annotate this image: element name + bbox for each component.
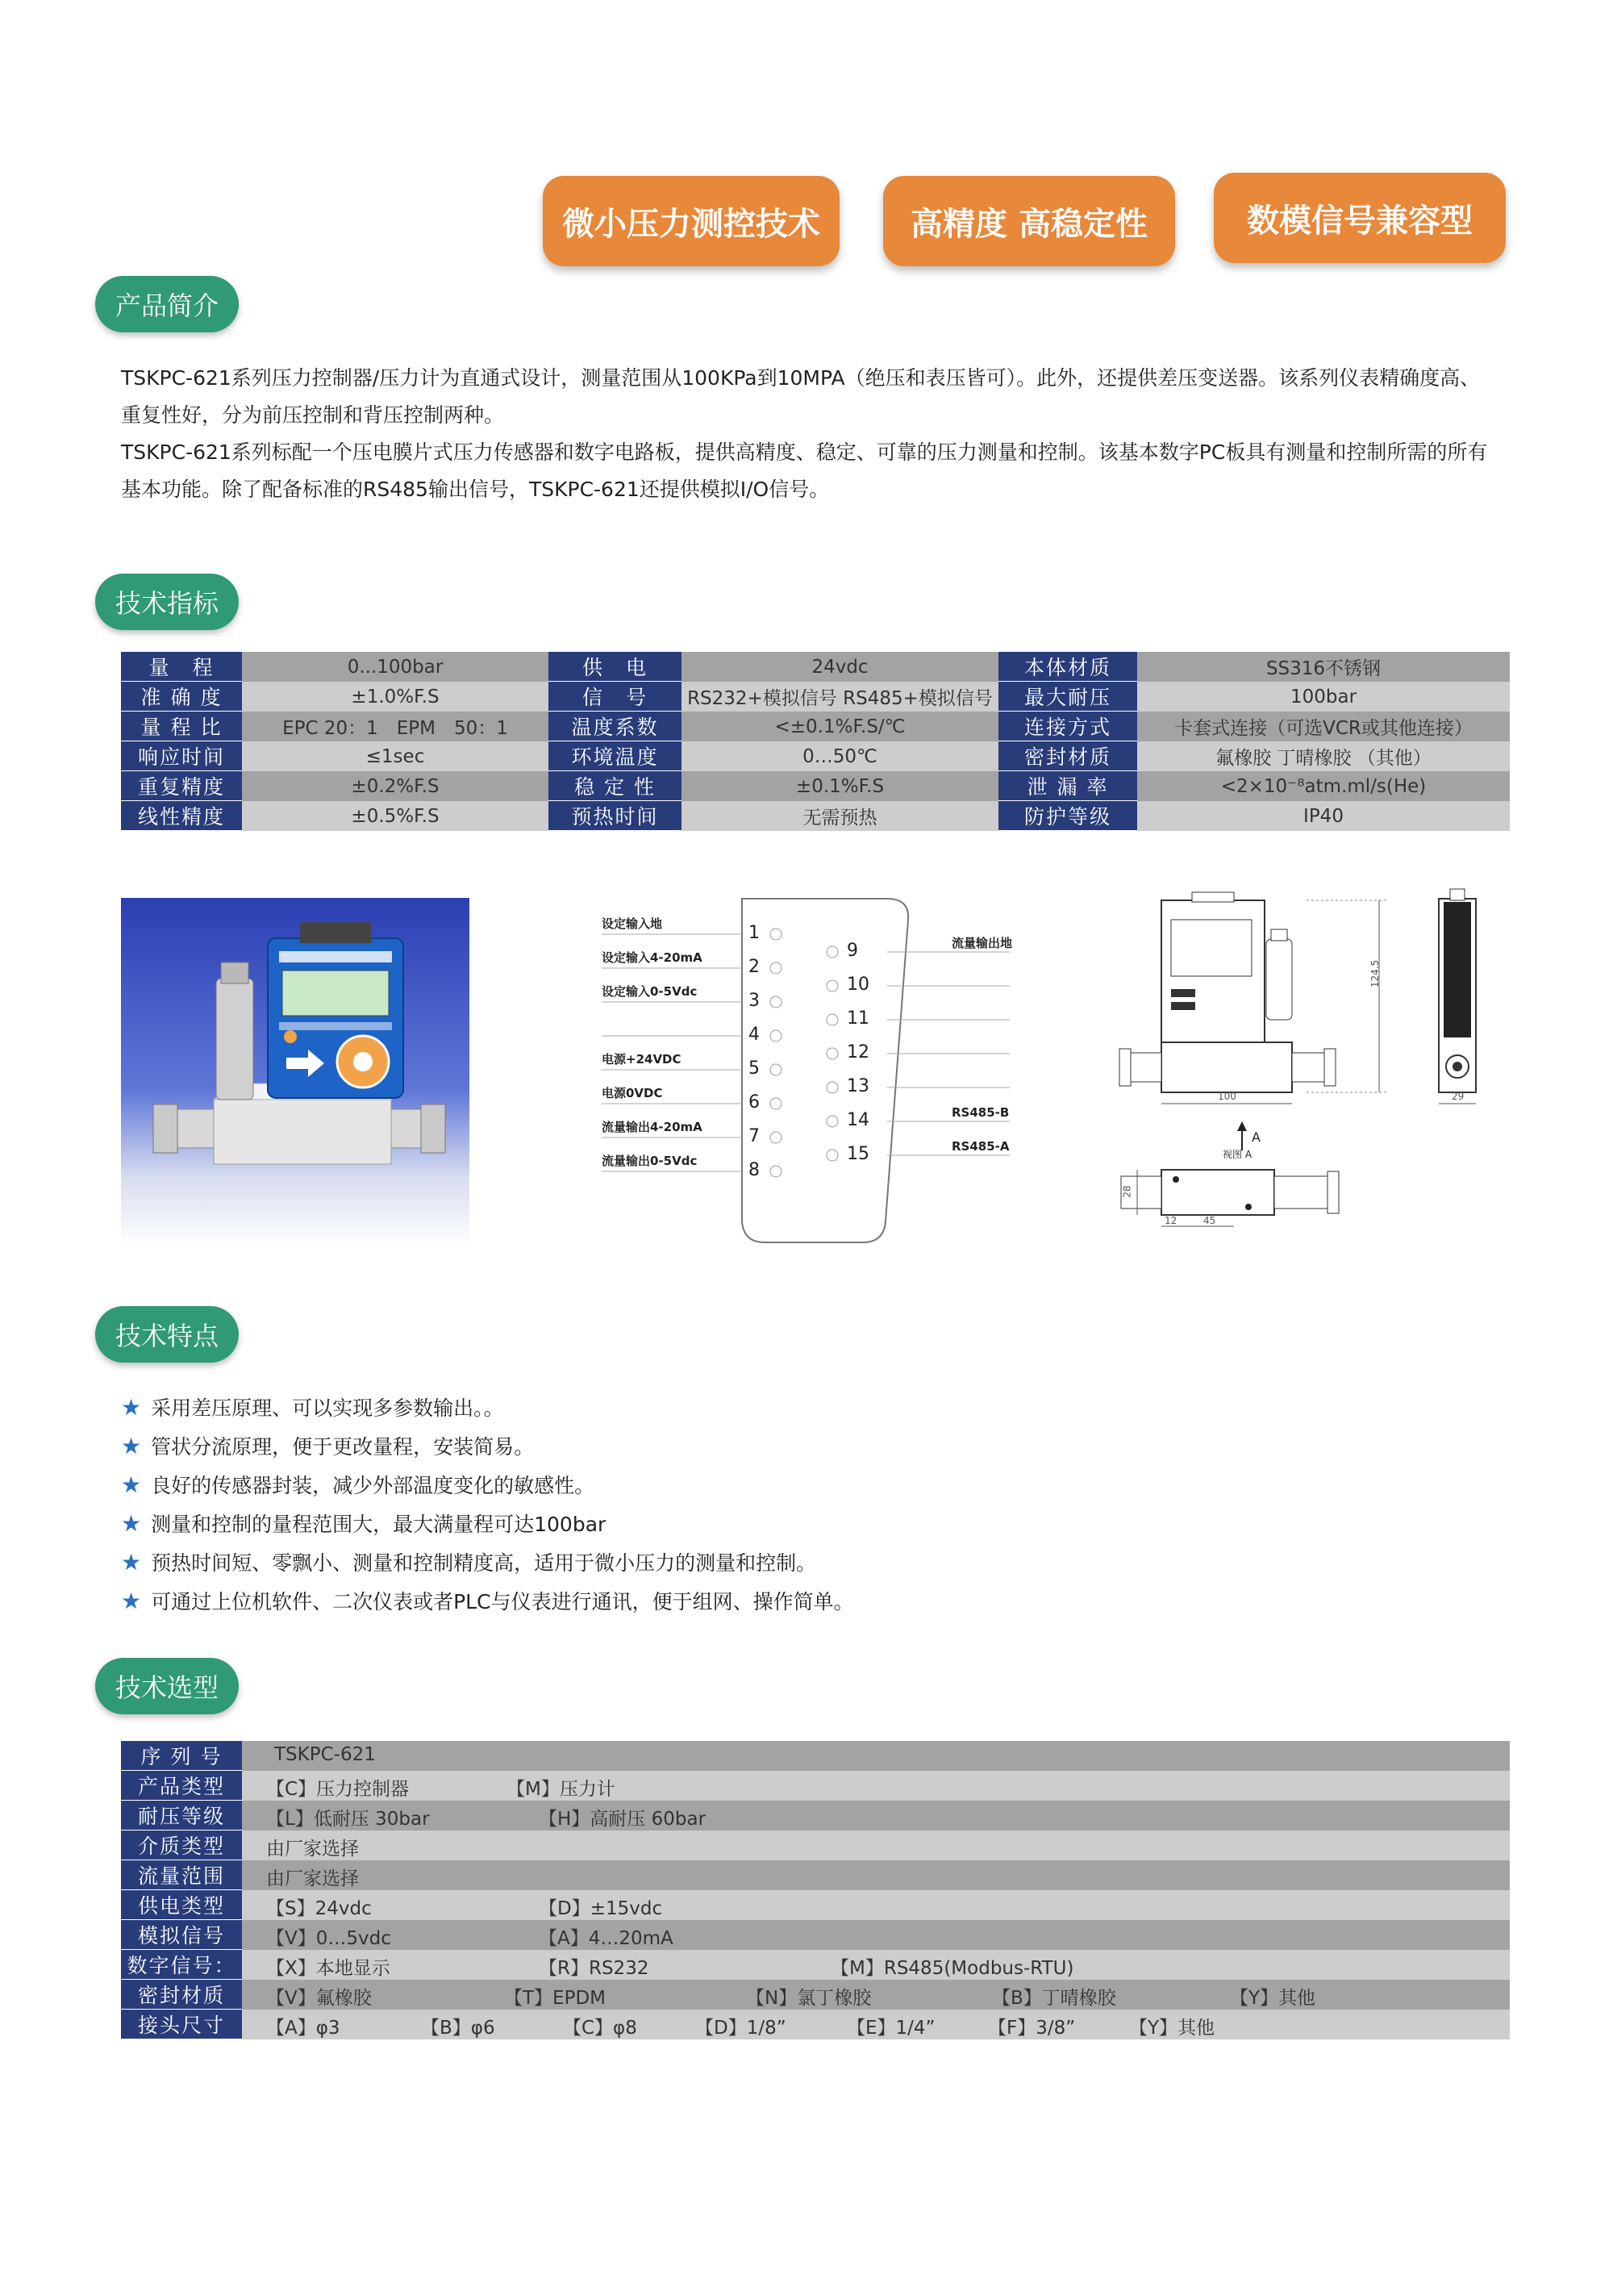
spec-table (121, 652, 1510, 831)
spec-value: <2×10⁻⁸atm.ml/s(He) (1220, 775, 1427, 797)
spec-value: IP40 (1303, 805, 1344, 827)
spec-label: 密封材质 (998, 741, 1137, 771)
selection-options (242, 2010, 1510, 2039)
selection-label: 接头尺寸 (121, 2010, 242, 2039)
selection-options (242, 1980, 1510, 2010)
selection-row (121, 1890, 1510, 1920)
dim-s2: 45 (1203, 1215, 1216, 1226)
selection-options (242, 1860, 1510, 1890)
selection-option: 【D】1/8” (695, 2018, 786, 2039)
pin-hole (770, 1166, 781, 1177)
view-a-label: 视图 A (1223, 1149, 1252, 1160)
selection-row (121, 1980, 1510, 2010)
pin-hole (827, 1082, 838, 1093)
feature-item (121, 1547, 816, 1576)
dimension-drawing (1105, 887, 1516, 1250)
spec-value: SS316不锈钢 (1265, 658, 1382, 679)
pin-number: 5 (748, 1058, 760, 1079)
dim-depth: 29 (1452, 1091, 1465, 1102)
section-features-header: 技术特点 (95, 1306, 239, 1363)
pin-label: 流量输出地 (952, 936, 1013, 950)
star-icon: ★ (121, 1471, 142, 1498)
spec-label: 防护等级 (998, 801, 1137, 831)
spec-label: 泄 漏 率 (998, 771, 1137, 801)
dim-width: 100 (1218, 1091, 1236, 1102)
spec-label: 量 程 (121, 652, 242, 682)
pin-number: 14 (847, 1110, 869, 1130)
selection-option: 【M】压力计 (506, 1779, 615, 1800)
star-icon: ★ (121, 1587, 142, 1614)
pin-hole (827, 1150, 838, 1161)
selection-row (121, 1801, 1510, 1831)
pin-label: 设定输入地 (602, 916, 663, 931)
selection-option: 【N】氯丁橡胶 (746, 1988, 872, 2009)
dimension-svg (1105, 887, 1516, 1250)
selection-option: 【X】本地显示 (266, 1958, 390, 1979)
feature-text: 测量和控制的量程范围大，最大满量程可达100bar (151, 1513, 606, 1536)
spec-value: 氟橡胶 丁晴橡胶 （其他） (1215, 748, 1432, 769)
selection-label: 产品类型 (121, 1771, 242, 1801)
spec-row (121, 741, 1510, 771)
badge-high-precision: 高精度 高稳定性 (883, 176, 1175, 266)
pin-label: RS485-B (952, 1105, 1010, 1120)
spec-label: 量 程 比 (121, 712, 242, 741)
pin-hole (827, 980, 838, 991)
spec-value: ±0.2%F.S (351, 775, 440, 797)
spec-label: 重复精度 (121, 771, 242, 801)
spec-row (121, 771, 1510, 801)
pin-number: 8 (748, 1160, 760, 1180)
pin-number: 13 (847, 1076, 869, 1096)
pin-label: 流量输出0-5Vdc (602, 1154, 698, 1168)
spec-value: RS232+模拟信号 RS485+模拟信号 (687, 688, 993, 709)
star-icon: ★ (121, 1548, 142, 1576)
pin-hole (770, 929, 781, 940)
pin-number: 3 (748, 991, 760, 1011)
selection-label: 耐压等级 (121, 1801, 242, 1831)
selection-row (121, 1741, 1510, 1771)
pin-hole (770, 1098, 781, 1109)
spec-value: 0…50℃ (802, 745, 877, 767)
dim-s3: 28 (1121, 1185, 1133, 1198)
selection-row (121, 1831, 1510, 1860)
pin-label: 设定输入4-20mA (602, 950, 702, 965)
star-icon: ★ (121, 1393, 142, 1421)
spec-label: 稳 定 性 (548, 771, 681, 801)
spec-label: 温度系数 (548, 712, 681, 741)
selection-option: 【V】0…5vdc (266, 1928, 391, 1949)
spec-label: 线性精度 (121, 801, 242, 831)
selection-option: 【Y】其他 (1129, 2018, 1215, 2039)
selection-option: 由厂家选择 (266, 1868, 359, 1889)
spec-label: 环境温度 (548, 741, 681, 771)
selection-table (121, 1741, 1510, 2039)
selection-option: 【V】氟橡胶 (266, 1988, 372, 2009)
badge-digital-analog: 数模信号兼容型 (1214, 173, 1506, 263)
selection-option: 【S】24vdc (266, 1898, 372, 1919)
spec-value: 卡套式连接（可选VCR或其他连接） (1174, 718, 1473, 739)
selection-option: 【B】丁晴橡胶 (992, 1988, 1116, 2009)
selection-label: 密封材质 (121, 1980, 242, 2010)
selection-options (242, 1741, 1510, 1771)
dim-s1: 12 (1165, 1215, 1177, 1226)
selection-label: 供电类型 (121, 1890, 242, 1920)
pin-hole (827, 1048, 838, 1059)
spec-value: <±0.1%F.S/℃ (774, 716, 906, 737)
pin-number: 4 (748, 1025, 760, 1045)
selection-label: 模拟信号 (121, 1920, 242, 1950)
spec-value: ±0.1%F.S (795, 775, 885, 797)
selection-option: 【Y】其他 (1230, 1988, 1316, 2009)
selection-option: 由厂家选择 (266, 1839, 359, 1860)
selection-options (242, 1771, 1510, 1801)
spec-value: ±0.5%F.S (351, 805, 440, 827)
pin-number: 12 (847, 1042, 869, 1062)
section-spec-header: 技术指标 (95, 574, 239, 630)
selection-row (121, 2010, 1510, 2039)
spec-row (121, 801, 1510, 831)
feature-text: 良好的传感器封装，减少外部温度变化的敏感性。 (151, 1474, 595, 1497)
feature-text: 管状分流原理，便于更改量程，安装简易。 (151, 1435, 535, 1459)
selection-label: 数字信号： (121, 1950, 242, 1980)
selection-option: 【B】φ6 (421, 2018, 495, 2039)
device-illustration (121, 898, 469, 1246)
spec-value: 100bar (1290, 686, 1357, 708)
pin-number: 11 (847, 1008, 869, 1029)
spec-value: ±1.0%F.S (351, 686, 440, 708)
intro-paragraph-2: TSKPC-621系列标配一个压电膜片式压力传感器和数字电路板，提供高精度、稳定、可靠的压力测量和控制。该基本数字PC板具有测量和控制所需的所有基本功能。除了配备标准的RS485输出信号，TSKPC-621还提供模拟I/O信号。 (121, 440, 1488, 501)
selection-row (121, 1920, 1510, 1950)
selection-option: 【H】高耐压 60bar (539, 1809, 706, 1830)
spec-label: 预热时间 (548, 801, 681, 831)
pin-label: 电源+24VDC (602, 1052, 681, 1067)
pin-hole (770, 996, 781, 1008)
pin-number: 6 (748, 1092, 760, 1113)
selection-options (242, 1890, 1510, 1920)
spec-label: 本体材质 (998, 652, 1137, 682)
selection-label: 流量范围 (121, 1860, 242, 1890)
pin-number: 9 (847, 941, 858, 961)
section-intro-header: 产品简介 (95, 276, 239, 332)
star-icon: ★ (121, 1432, 142, 1459)
feature-item (121, 1392, 504, 1421)
selection-option: 【A】φ3 (266, 2018, 340, 2039)
pin-hole (770, 1064, 781, 1075)
selection-option: TSKPC-621 (274, 1744, 376, 1765)
pin-hole (770, 1132, 781, 1143)
selection-options (242, 1920, 1510, 1950)
selection-option: 【E】1/4” (847, 2018, 936, 2039)
spec-row (121, 712, 1510, 741)
pin-label: 电源0VDC (602, 1086, 663, 1100)
selection-options (242, 1831, 1510, 1860)
pinout-diagram (597, 895, 1016, 1250)
spec-label: 连接方式 (998, 712, 1137, 741)
intro-paragraph-1: TSKPC-621系列压力控制器/压力计为直通式设计，测量范围从100KPa到10MPA（绝压和表压皆可）。此外，还提供差压变送器。该系列仪表精确度高、重复性好，分为前压控制和背压控制两种。 (121, 366, 1481, 427)
spec-value: 24vdc (811, 656, 869, 678)
pin-label: 流量输出4-20mA (602, 1120, 702, 1134)
badge-micro-pressure: 微小压力测控技术 (543, 176, 840, 266)
spec-label: 信 号 (548, 682, 681, 712)
feature-item (121, 1586, 854, 1615)
selection-option: 【C】φ8 (563, 2018, 637, 2039)
spec-label: 准 确 度 (121, 682, 242, 712)
pin-number: 7 (748, 1126, 760, 1146)
pin-number: 1 (748, 923, 760, 943)
spec-label: 最大耐压 (998, 682, 1137, 712)
spec-row (121, 652, 1510, 682)
pin-hole (827, 946, 838, 958)
selection-option: 【R】RS232 (539, 1958, 649, 1979)
feature-item (121, 1509, 606, 1538)
spec-value: 无需预热 (802, 808, 877, 829)
selection-option: 【A】4…20mA (539, 1928, 673, 1949)
selection-row (121, 1860, 1510, 1890)
spec-value: 0...100bar (347, 656, 444, 678)
pin-hole (770, 1030, 781, 1042)
feature-text: 采用差压原理、可以实现多参数输出。。 (151, 1396, 504, 1420)
spec-label: 供 电 (548, 652, 681, 682)
product-photo (121, 898, 469, 1246)
selection-option: 【M】RS485(Modbus-RTU) (831, 1958, 1074, 1979)
selection-options (242, 1950, 1510, 1980)
pin-label: RS485-A (952, 1139, 1010, 1154)
pin-number: 15 (847, 1144, 869, 1164)
feature-item (121, 1470, 594, 1499)
selection-label: 介质类型 (121, 1831, 242, 1860)
selection-option: 【C】压力控制器 (266, 1779, 410, 1800)
view-arrow-label: A (1252, 1129, 1261, 1145)
dim-height: 124.5 (1369, 959, 1382, 988)
selection-option: 【T】EPDM (504, 1988, 606, 2009)
pin-number: 2 (748, 957, 760, 977)
spec-value: EPC 20：1 EPM 50：1 (282, 718, 508, 739)
pin-hole (827, 1116, 838, 1127)
feature-text: 可通过上位机软件、二次仪表或者PLC与仪表进行通讯，便于组网、操作简单。 (151, 1590, 854, 1613)
pin-number: 10 (847, 975, 869, 995)
feature-item (121, 1431, 534, 1460)
selection-option: 【D】±15vdc (539, 1898, 663, 1919)
selection-option: 【F】3/8” (988, 2018, 1076, 2039)
selection-label: 序 列 号 (121, 1741, 242, 1771)
section-selection-header: 技术选型 (95, 1658, 239, 1714)
pin-hole (827, 1014, 838, 1025)
selection-options (242, 1801, 1510, 1831)
selection-row (121, 1950, 1510, 1980)
selection-option: 【L】低耐压 30bar (266, 1809, 430, 1830)
spec-label: 响应时间 (121, 741, 242, 771)
pin-hole (770, 962, 781, 974)
selection-row (121, 1771, 1510, 1801)
star-icon: ★ (121, 1509, 142, 1537)
spec-value: ≤1sec (365, 745, 425, 767)
spec-row (121, 682, 1510, 712)
feature-text: 预热时间短、零飘小、测量和控制精度高，适用于微小压力的测量和控制。 (151, 1551, 817, 1575)
pin-label: 设定输入0-5Vdc (602, 984, 698, 999)
